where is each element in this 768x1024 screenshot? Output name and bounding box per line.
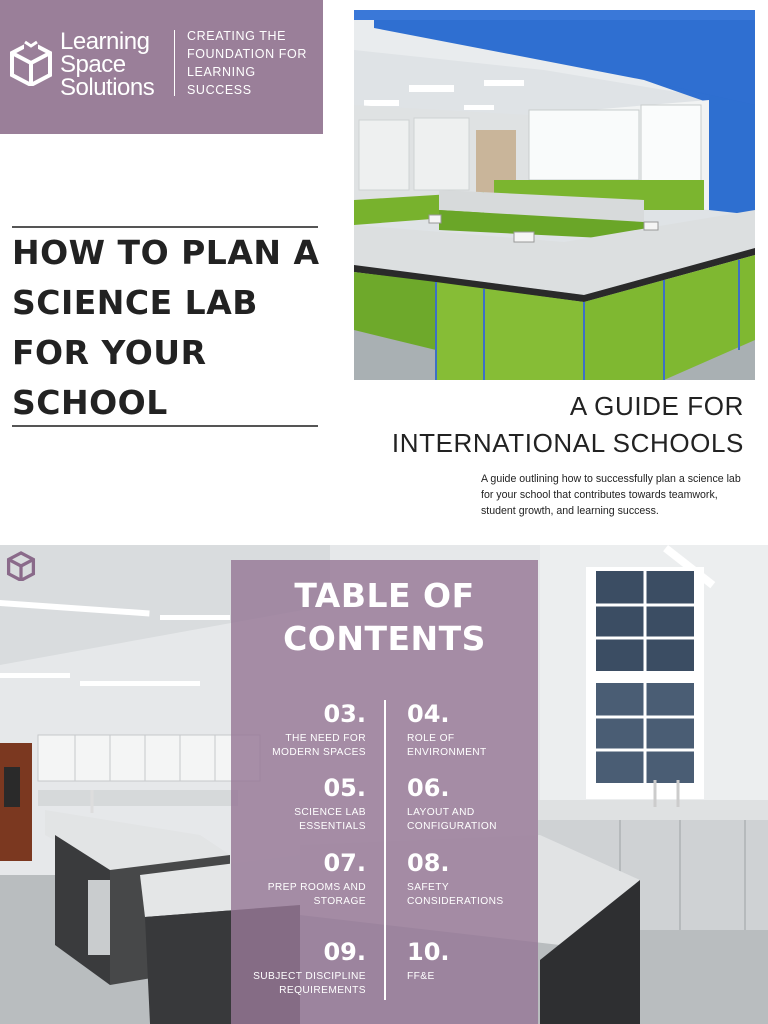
toc-label (407, 881, 537, 909)
toc-item[interactable] (236, 938, 366, 998)
toc-number: 08. (407, 849, 450, 877)
brand-divider (174, 30, 175, 96)
brand-tagline (187, 27, 319, 99)
toc-heading-line: TABLE OF (294, 576, 475, 615)
brand-name-line: Solutions (60, 74, 155, 101)
toc-label-line: SAFETY (407, 882, 450, 893)
title-line: FOR YOUR (12, 333, 207, 372)
learning-space-logo-icon (6, 551, 36, 581)
toc-item[interactable] (407, 774, 537, 834)
toc-number: 06. (407, 774, 450, 802)
toc-number: 03. (323, 700, 366, 728)
tagline-line: LEARNING (187, 65, 256, 79)
hero-lab-photo (354, 10, 755, 380)
toc-label (236, 806, 366, 834)
title-line: SCHOOL (12, 383, 168, 422)
toc-label-line: PREP ROOMS AND (267, 882, 366, 893)
toc-item[interactable] (236, 849, 366, 909)
toc-number: 09. (323, 938, 366, 966)
toc-number: 07. (323, 849, 366, 877)
toc-item[interactable] (407, 700, 537, 760)
page-subtitle (392, 388, 744, 462)
brand-name-line: Space (60, 51, 126, 78)
toc-label (407, 806, 537, 834)
toc-item[interactable] (407, 849, 537, 909)
toc-item[interactable] (236, 700, 366, 760)
toc-label-line: ENVIRONMENT (407, 747, 487, 758)
toc-number: 10. (407, 938, 450, 966)
brand-name (60, 30, 154, 99)
toc-label-line: LAYOUT AND (407, 807, 475, 818)
toc-label (236, 970, 366, 998)
toc-label (236, 732, 366, 760)
toc-label-line: CONSIDERATIONS (407, 896, 504, 907)
brand-name-line: Learning (60, 28, 150, 55)
toc-label-line: THE NEED FOR (285, 733, 366, 744)
toc-label (236, 881, 366, 909)
toc-number: 04. (407, 700, 450, 728)
toc-label-line: ESSENTIALS (299, 821, 366, 832)
toc-number: 05. (323, 774, 366, 802)
toc-heading-line: CONTENTS (283, 619, 486, 658)
subtitle-line: INTERNATIONAL SCHOOLS (391, 428, 744, 458)
toc-label (407, 970, 537, 984)
toc-label-line: REQUIREMENTS (279, 985, 366, 996)
tagline-line: FOUNDATION FOR (187, 47, 307, 61)
toc-label-line: STORAGE (313, 896, 366, 907)
toc-label (407, 732, 537, 760)
subtitle-line: A GUIDE FOR (569, 391, 744, 421)
tagline-line: SUCCESS (187, 83, 252, 97)
toc-heading (231, 574, 538, 660)
toc-item[interactable] (407, 938, 537, 984)
learning-space-logo-icon (8, 40, 54, 86)
toc-label-line: SUBJECT DISCIPLINE (253, 971, 366, 982)
toc-label-line: CONFIGURATION (407, 821, 497, 832)
toc-label-line: FF&E (407, 971, 435, 982)
toc-label-line: MODERN SPACES (272, 747, 366, 758)
guide-description: A guide outlining how to successfully plan a science lab for your school that contributes towards teamwork, student growth, and learning success. (481, 473, 741, 517)
title-line: SCIENCE LAB (12, 283, 258, 322)
brand-banner (0, 0, 323, 134)
toc-item[interactable] (236, 774, 366, 834)
toc-label-line: SCIENCE LAB (294, 807, 366, 818)
page-title (12, 228, 342, 428)
title-line: HOW TO PLAN A (12, 233, 320, 272)
title-rule-bottom (12, 425, 318, 427)
toc-divider (384, 700, 386, 1000)
tagline-line: CREATING THE (187, 29, 287, 43)
toc-label-line: ROLE OF (407, 733, 455, 744)
